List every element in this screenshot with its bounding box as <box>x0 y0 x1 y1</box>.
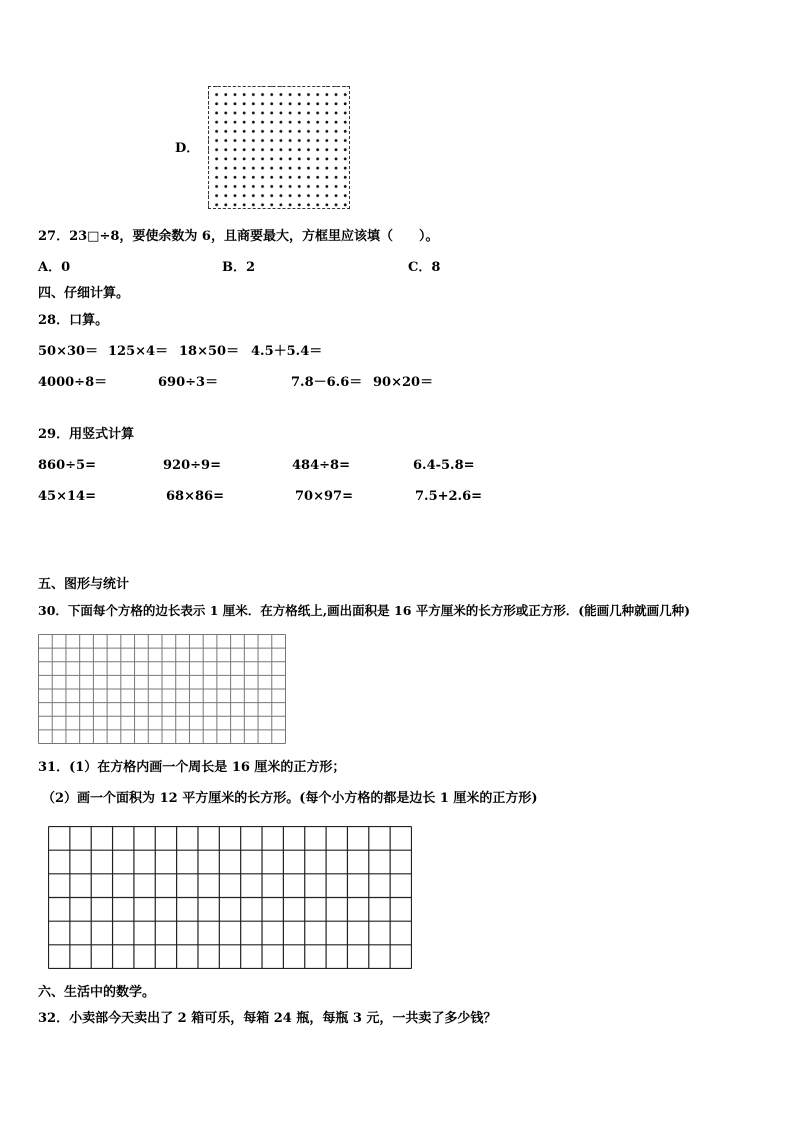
q32-stem: 32．小卖部今天卖出了 2 箱可乐，每箱 24 瓶，每瓶 3 元，一共卖了多少钱？ <box>38 1011 497 1026</box>
q27-stem: 27．23□÷8，要使余数为 6，且商要最大，方框里应该填（ ）。 <box>38 229 439 244</box>
q28-item: 690÷3＝ <box>158 375 219 390</box>
q30-stem: 30．下面每个方格的边长表示 1 厘米．在方格纸上,画出面积是 16 平方厘米的长方形或正方形．(能画几种就画几种) <box>38 603 691 618</box>
q29-item: 920÷9= <box>163 458 221 473</box>
q29-item: 45×14= <box>38 489 96 504</box>
q28-item: 4000÷8＝ <box>38 375 108 390</box>
section-6-title: 六、生活中的数学。 <box>38 985 156 1000</box>
q29-item: 860÷5= <box>38 458 96 473</box>
q28-item: 4.5＋5.4＝ <box>251 344 323 359</box>
q29-item: 484÷8= <box>292 458 350 473</box>
q27-option-c: C．8 <box>408 260 441 275</box>
q28-item: 18×50＝ <box>179 344 240 359</box>
q31-part1: 31．(1）在方格内画一个周长是 16 厘米的正方形； <box>38 760 346 775</box>
option-d-label: D． <box>175 141 200 156</box>
q30-square-grid <box>38 634 286 744</box>
section-5-title: 五、图形与统计 <box>38 577 130 592</box>
q28-item: 90×20＝ <box>373 375 434 390</box>
q29-item: 68×86= <box>166 489 224 504</box>
q27-option-a: A．0 <box>38 260 71 275</box>
q28-title: 28．口算。 <box>38 313 109 328</box>
q28-item: 125×4＝ <box>108 344 169 359</box>
dot-grid-figure <box>208 86 350 209</box>
q28-item: 7.8－6.6＝ <box>291 375 363 390</box>
q28-item: 50×30＝ <box>38 344 99 359</box>
q29-title: 29．用竖式计算 <box>38 427 135 442</box>
section-4-title: 四、仔细计算。 <box>38 286 130 301</box>
q29-item: 6.4-5.8= <box>413 458 475 473</box>
q29-item: 70×97= <box>295 489 353 504</box>
q29-item: 7.5+2.6= <box>415 489 483 504</box>
q27-option-b: B．2 <box>222 260 256 275</box>
q31-square-grid <box>48 826 412 969</box>
q31-part2: （2）画一个面积为 12 平方厘米的长方形。(每个小方格的都是边长 1 厘米的正方形) <box>42 791 538 806</box>
